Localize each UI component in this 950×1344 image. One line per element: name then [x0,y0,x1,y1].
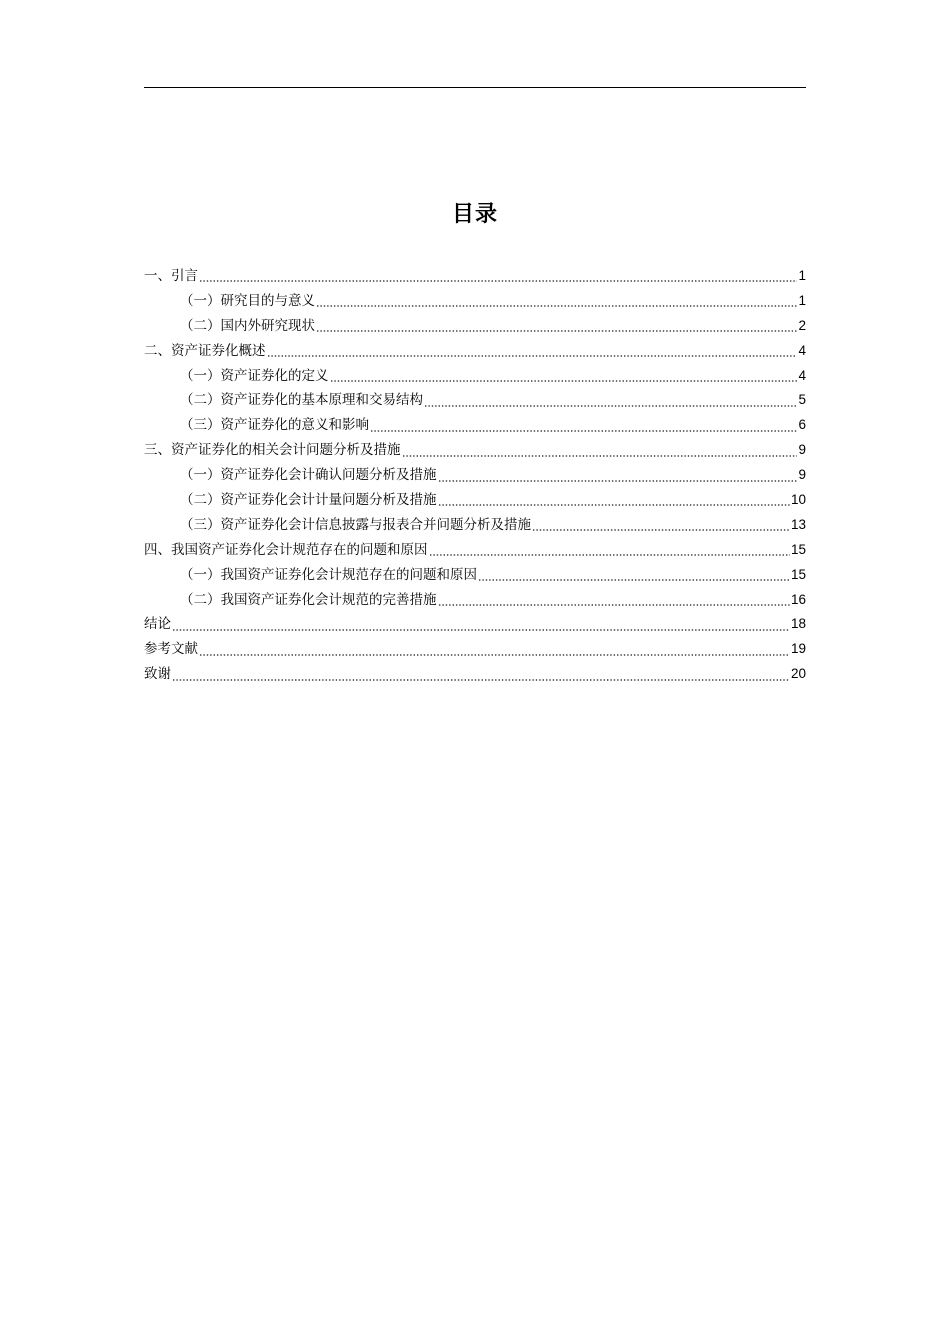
dot-leader [172,629,790,631]
dot-leader [172,679,790,681]
toc-entry-text: （二）国内外研究现状 [180,317,315,334]
toc-page-number: 6 [798,417,806,433]
toc-page-number: 4 [798,367,806,383]
dot-leader [316,305,797,307]
dot-leader [199,654,790,656]
toc-page-number: 9 [798,467,806,483]
toc-entry[interactable] [144,364,806,389]
toc-page-number: 19 [790,641,806,657]
toc-page-number: 16 [790,591,806,607]
dot-leader [267,355,798,357]
toc-page-number: 10 [790,492,806,508]
toc-entry[interactable] [144,289,806,314]
toc-entry-text: 参考文献 [144,641,198,658]
dot-leader [532,529,790,531]
toc-entry[interactable] [144,588,806,613]
toc-entry-text: （一）研究目的与意义 [180,292,315,309]
toc-entry-text: （三）资产证券化的意义和影响 [180,417,369,434]
toc-page-number: 13 [790,516,806,532]
toc-page-number: 4 [798,342,806,358]
toc-entry[interactable] [144,413,806,438]
toc-entry-text: 四、我国资产证券化会计规范存在的问题和原因 [144,541,428,558]
toc-entry-text: （一）资产证券化的定义 [180,367,329,384]
toc-entry[interactable] [144,264,806,289]
toc-entry-text: （三）资产证券化会计信息披露与报表合并问题分析及措施 [180,516,531,533]
toc-entry-text: （二）资产证券化的基本原理和交易结构 [180,392,423,409]
toc-entry[interactable] [144,438,806,463]
toc-entry-text: 致谢 [144,666,171,683]
toc-entry[interactable] [144,538,806,563]
toc-entry-text: （二）我国资产证券化会计规范的完善措施 [180,591,437,608]
toc-entry-text: 二、资产证券化概述 [144,342,266,359]
toc-entry-text: 三、资产证券化的相关会计问题分析及措施 [144,442,401,459]
toc-entry[interactable] [144,463,806,488]
toc-entry-text: （二）资产证券化会计计量问题分析及措施 [180,492,437,509]
toc-entry-text: （一）资产证券化会计确认问题分析及措施 [180,467,437,484]
dot-leader [438,480,798,482]
toc-page-number: 18 [790,616,806,632]
toc-entry[interactable] [144,662,806,687]
dot-leader [429,554,790,556]
toc-entry[interactable] [144,488,806,513]
toc-page-number: 5 [798,392,806,408]
dot-leader [424,405,797,407]
toc-entry[interactable] [144,388,806,413]
toc-page-number: 1 [798,268,806,283]
toc-page-number: 2 [798,317,806,333]
toc-title: 目录 [451,202,498,227]
toc-page-number: 20 [790,666,806,682]
toc-entry[interactable] [144,513,806,538]
toc-entry-text: 结论 [144,616,171,633]
toc-page-number: 9 [798,442,806,458]
header-rule [144,87,806,88]
toc-entry[interactable] [144,339,806,364]
toc-page-number: 15 [790,541,806,557]
toc-entry-text: 一、引言 [144,268,198,284]
dot-leader [402,455,798,457]
dot-leader [330,380,798,382]
dot-leader [438,604,790,606]
toc-entry-text: （一）我国资产证券化会计规范存在的问题和原因 [180,566,477,583]
toc-page-number: 15 [790,566,806,582]
dot-leader [478,579,790,581]
toc-entry[interactable] [144,612,806,637]
toc-entry[interactable] [144,637,806,662]
toc-entry[interactable] [144,563,806,588]
toc-entry[interactable] [144,314,806,339]
dot-leader [370,430,797,432]
toc-page-number: 1 [798,292,806,308]
table-of-contents [144,264,806,687]
dot-leader [199,280,797,282]
dot-leader [316,330,797,332]
dot-leader [438,504,790,506]
